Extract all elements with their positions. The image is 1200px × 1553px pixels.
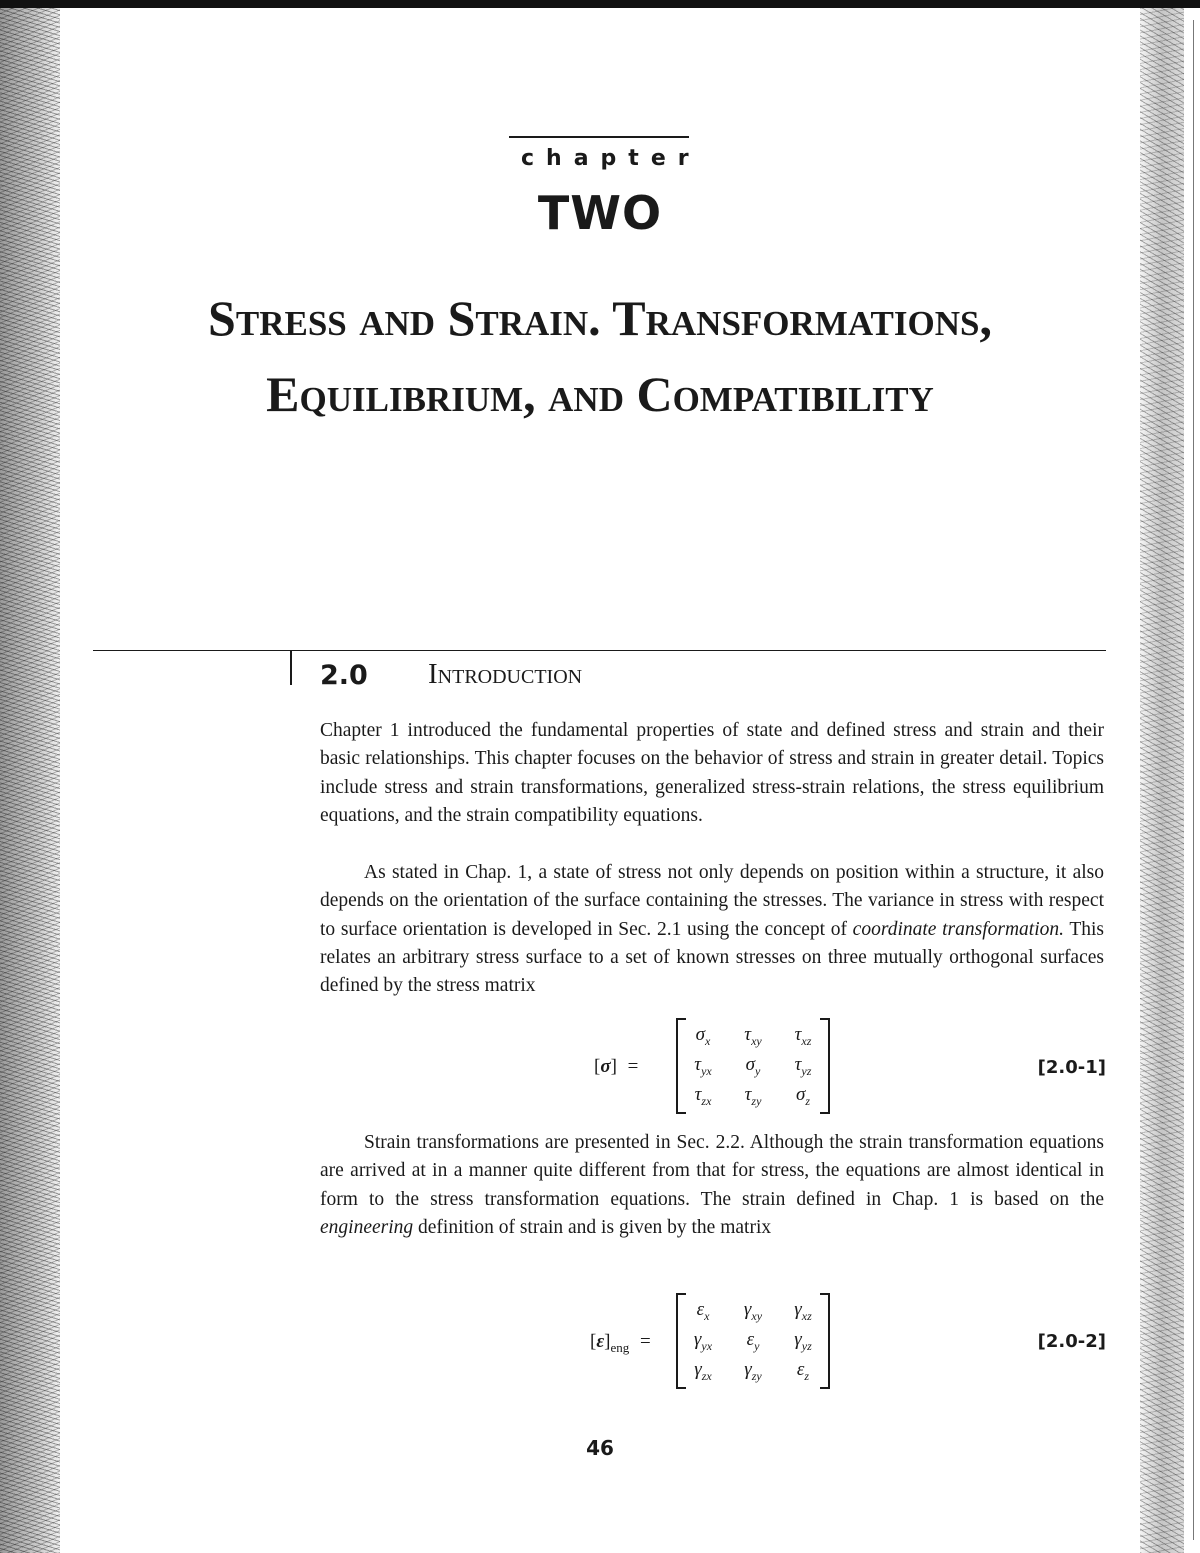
equation-label-1: [2.0-1] [1037,1057,1106,1078]
scan-right-margin-line [1193,20,1194,1540]
matrix-cell: $\gamma_{xz}$ [794,1299,812,1323]
strain-matrix [676,1293,830,1389]
paragraph-stress-text-b: This relates an arbitrary stress surface to a set of known stresses on three mutually orthogonal surfaces defined by the stress matrix [320,918,1104,997]
matrix-cell: $\varepsilon_y$ [746,1329,760,1353]
chapter-rule [509,136,689,138]
matrix-cell: $\tau_{yx}$ [694,1054,712,1078]
equals-sign: = [639,1331,651,1352]
scan-right-edge [1140,8,1184,1553]
section-title: Introduction [428,658,583,690]
matrix-cell: $\gamma_{zx}$ [694,1359,712,1383]
chapter-title-line-1: Stress and Strain. Transformations, [208,290,992,346]
matrix-cell: $\gamma_{zy}$ [744,1359,762,1383]
chapter-label: chapter [521,146,701,171]
paragraph-strain [320,1129,1104,1242]
matrix-cell: $\gamma_{yx}$ [693,1329,713,1353]
sigma-symbol: σ [600,1056,611,1077]
bracket-close: ] [604,1331,611,1352]
paragraph-stress-emphasis: coordinate transformation. [852,918,1064,940]
matrix-cell: $\sigma_y$ [745,1054,761,1078]
paragraph-strain-text-a: Strain transformations are presented in Sec. 2.2. Although the strain transformation equations are arrived at in a manner quite different from that for stress, the equations are almost identical in form to the stress transformation equations. The strain defined in Chap. 1 is based on the [320,1132,1104,1210]
paragraph-strain-text-b: definition of strain and is given by the matrix [413,1216,772,1238]
section-tick [290,650,292,685]
eng-subscript: eng [610,1339,630,1355]
matrix-cell: $\gamma_{yz}$ [794,1329,812,1353]
chapter-title [100,280,1100,432]
stress-matrix [676,1018,830,1114]
paragraph-stress [320,859,1104,1000]
bracket-close: ] [610,1056,617,1077]
scan-left-edge [0,8,60,1553]
matrix-cell: $\varepsilon_z$ [796,1359,810,1383]
matrix-cell: $\sigma_z$ [795,1084,811,1108]
matrix-cell: $\tau_{xz}$ [794,1024,812,1048]
equation-lhs [594,1056,638,1078]
paragraph-stress-text-a: As stated in Chap. 1, a state of stress not only depends on position within a structure, it also depends on the orientation of the surface containing the stresses. The variance in stress with respect to surface orientation is developed in Sec. 2.1 using the concept of [320,862,1104,940]
section-number: 2.0 [320,660,368,691]
paragraph-intro: Chapter 1 introduced the fundamental properties of state and defined stress and strain and their basic relationships. This chapter focuses on the behavior of stress and strain in greater detail. Topics include stress and strain transformations, generalized stress-strain relations, the stress equilibrium equations, and the strain compatibility equations. [320,720,1104,826]
paragraph-strain-emphasis: engineering [320,1216,414,1238]
chapter-number: TWO [537,186,663,240]
scan-top-edge [0,0,1200,8]
bracket-open: [ [590,1331,597,1352]
matrix-cell: $\tau_{zy}$ [744,1084,762,1108]
matrix-cell: $\tau_{zx}$ [694,1084,712,1108]
matrix-cell: $\tau_{yz}$ [794,1054,812,1078]
epsilon-symbol: ε [596,1331,605,1352]
chapter-title-line-2: Equilibrium, and Compatibility [266,366,934,422]
matrix-cell: $\gamma_{xy}$ [743,1299,763,1323]
matrix-cell: $\sigma_x$ [695,1024,711,1048]
bracket-open: [ [594,1056,601,1077]
equation-label-2: [2.0-2] [1037,1331,1106,1352]
page-number: 46 [586,1436,614,1460]
matrix-cell: $\varepsilon_x$ [696,1299,710,1323]
section-rule [93,650,1106,651]
equals-sign: = [627,1056,639,1077]
equation-lhs [590,1331,651,1356]
matrix-cell: $\tau_{xy}$ [744,1024,762,1048]
